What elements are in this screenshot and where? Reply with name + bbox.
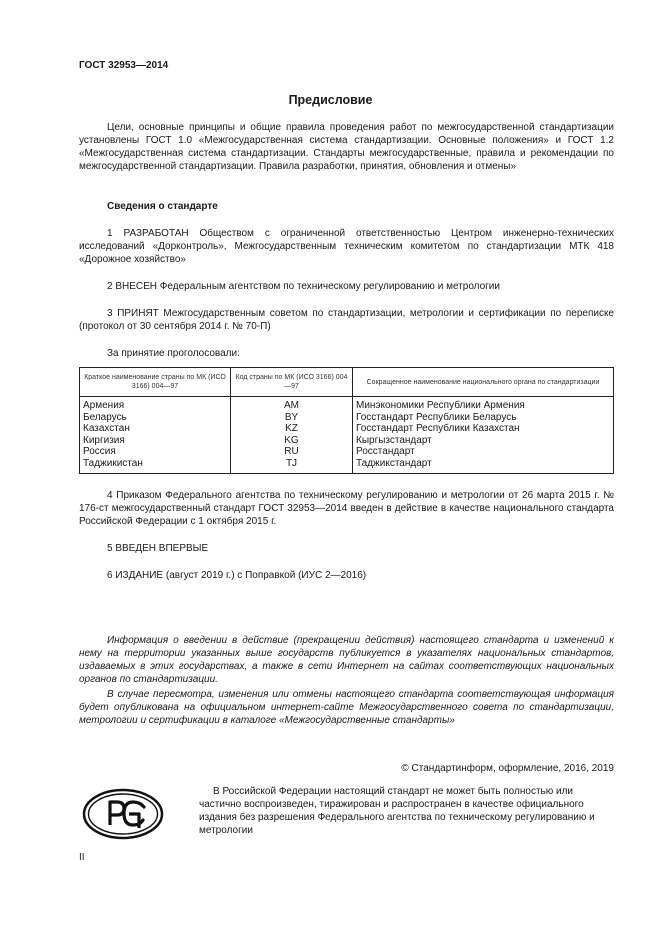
country-name: Киргизия bbox=[80, 435, 231, 447]
item-adopted: 3 ПРИНЯТ Межгосударственным советом по стандартизации, метрологии и сертификации по переписке (протокол от 30 сентября 2014 г. № 70-П) bbox=[79, 308, 614, 332]
notice-paragraph-2: В случае пересмотра, изменения или отмены настоящего стандарта соответствующая информация будет опубликована на официальном интернет-сайте Межгосударственного совета по стандартизации, метрологии и сертификации в каталоге «Межгосударственные стандарты» bbox=[79, 689, 614, 726]
country-code: AM bbox=[231, 397, 353, 412]
standards-body: Госстандарт Республики Казахстан bbox=[353, 423, 614, 435]
country-code: BY bbox=[231, 412, 353, 424]
table-row bbox=[80, 458, 614, 474]
rights-notice: В Российской Федерации настоящий стандарт не может быть полностью или частично воспроизведен, тиражирован и распространен в качестве официального издания без разрешения Федерального агентства по техническому регулированию и метрологии bbox=[199, 786, 595, 836]
table-header-row bbox=[80, 368, 614, 397]
header-country-name: Краткое наименование страны по МК (ИСО 3166) 004—97 bbox=[80, 368, 231, 397]
document-code: ГОСТ 32953—2014 bbox=[79, 60, 169, 71]
header-standards-body: Сокращенное наименование национального органа по стандартизации bbox=[353, 368, 614, 397]
item-edition: 6 ИЗДАНИЕ (август 2019 г.) с Поправкой (ИУС 2—2016) bbox=[107, 570, 367, 581]
standards-body: Минэкономики Республики Армения bbox=[353, 397, 614, 412]
voted-label: За принятие проголосовали: bbox=[107, 348, 240, 359]
table-row bbox=[80, 435, 614, 447]
country-code: KG bbox=[231, 435, 353, 447]
item-order: 4 Приказом Федерального агентства по техническому регулированию и метрологии от 26 марта 2015 г. № 176-ст межгосударственный стандарт ГОСТ 32953—2014 введен в действие в качестве национального стандарта Российской Федерации с 1 октября 2015 г. bbox=[79, 490, 614, 527]
standards-body: Росстандарт bbox=[353, 446, 614, 458]
standards-body: Госстандарт Республики Беларусь bbox=[353, 412, 614, 424]
country-name: Россия bbox=[80, 446, 231, 458]
intro-paragraph: Цели, основные принципы и общие правила проведения работ по межгосударственной стандартизации установлены ГОСТ 1.0 «Межгосударственная система стандартизации. Основные положения» и ГОСТ 1.2 «Межгосударственная система стандартизации. Стандарты межгосударственные, правила и рекомендации по межгосударственной стандартизации. Правила разработки, принятия, обновления и отмены» bbox=[79, 122, 614, 172]
page-number: II bbox=[79, 852, 85, 863]
country-name: Казахстан bbox=[80, 423, 231, 435]
notice-paragraph-1: Информация о введении в действие (прекращении действия) настоящего стандарта и изменений к нему на территории указанных выше государств публикуется в указателях национальных стандартов, издаваемых в этих государствах, а также в сети Интернет на сайтах соответствующих национальных органов по стандартизации. bbox=[79, 635, 614, 685]
country-code: TJ bbox=[231, 458, 353, 474]
header-country-code: Код страны по МК (ИСО 3166) 004—97 bbox=[231, 368, 353, 397]
table-row bbox=[80, 397, 614, 412]
copyright-line: © Стандартинформ, оформление, 2016, 2019 bbox=[401, 763, 614, 774]
country-name: Беларусь bbox=[80, 412, 231, 424]
standards-body: Кыргызстандарт bbox=[353, 435, 614, 447]
standards-body: Таджикстандарт bbox=[353, 458, 614, 474]
country-code: RU bbox=[231, 446, 353, 458]
voting-table bbox=[79, 367, 614, 474]
country-code: KZ bbox=[231, 423, 353, 435]
rst-logo-icon bbox=[82, 788, 164, 840]
table-row bbox=[80, 412, 614, 424]
table-row bbox=[80, 423, 614, 435]
table-row bbox=[80, 446, 614, 458]
item-developed: 1 РАЗРАБОТАН Обществом с ограниченной ответственностью Центром инженерно-технических исследований «Дорконтроль», Межгосударственным техническим комитетом по стандартизации МТК 418 «Дорожное хозяйство» bbox=[79, 228, 614, 265]
info-heading: Сведения о стандарте bbox=[107, 201, 218, 212]
page-title: Предисловие bbox=[288, 93, 373, 107]
country-name: Таджикистан bbox=[80, 458, 231, 474]
item-first-time: 5 ВВЕДЕН ВПЕРВЫЕ bbox=[107, 543, 209, 554]
item-introduced: 2 ВНЕСЕН Федеральным агентством по техническому регулированию и метрологии bbox=[107, 281, 500, 292]
country-name: Армения bbox=[80, 397, 231, 412]
